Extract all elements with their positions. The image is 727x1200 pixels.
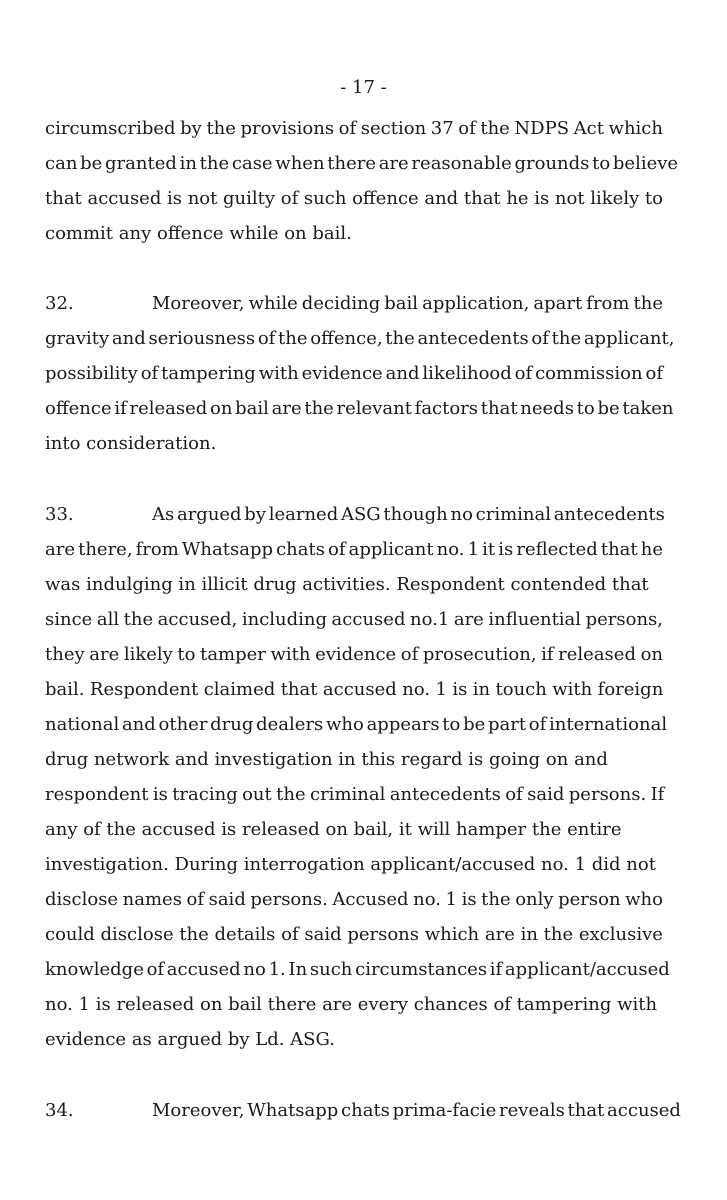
page-number: - 17 - <box>340 77 387 98</box>
paragraph-first-row <box>45 497 663 532</box>
paragraph-33 <box>45 497 670 1057</box>
text-line: since all the accused, including accused no.1 are influential persons, <box>45 609 663 630</box>
text-line: evidence as argued by Ld. ASG. <box>45 1029 335 1050</box>
text-line: was indulging in illicit drug activities. Respondent contended that <box>45 574 649 595</box>
text-line: disclose names of said persons. Accused no. 1 is the only person who <box>45 889 663 910</box>
text-line: can be granted in the case when there are reasonable grounds to believe <box>45 153 679 174</box>
text-line: national and other drug dealers who appears to be part of international <box>45 714 668 735</box>
text-line: bail. Respondent claimed that accused no. 1 is in touch with foreign <box>45 679 664 700</box>
text-line: they are likely to tamper with evidence of prosecution, if released on <box>45 644 663 665</box>
text-line: into consideration. <box>45 433 217 454</box>
text-line: investigation. During interrogation applicant/accused no. 1 did not <box>45 854 656 875</box>
paragraph-34 <box>45 1093 681 1128</box>
text-line: no. 1 is released on bail there are every chances of tampering with <box>45 994 658 1015</box>
text-line: possibility of tampering with evidence and likelihood of commission of <box>45 363 663 384</box>
paragraph-number: 34. <box>45 1100 74 1121</box>
text-line: commit any offence while on bail. <box>45 223 352 244</box>
paragraph-first-row <box>45 1093 681 1128</box>
text-line: circumscribed by the provisions of section 37 of the NDPS Act which <box>45 118 663 139</box>
text-line: knowledge of accused no 1. In such circumstances if applicant/accused <box>45 959 670 980</box>
text-line: are there, from Whatsapp chats of applicant no. 1 it is reflected that he <box>45 539 663 560</box>
text-line: could disclose the details of said persons which are in the exclusive <box>45 924 663 945</box>
text-line: respondent is tracing out the criminal antecedents of said persons. If <box>45 784 665 805</box>
text-line: drug network and investigation in this regard is going on and <box>45 749 608 770</box>
paragraph-number: 33. <box>45 504 74 525</box>
paragraph-first-row <box>45 286 663 321</box>
text-line: As argued by learned ASG though no criminal antecedents <box>152 504 665 525</box>
paragraph-32 <box>45 286 675 461</box>
text-line: any of the accused is released on bail, it will hamper the entire <box>45 819 622 840</box>
text-line: that accused is not guilty of such offence and that he is not likely to <box>45 188 663 209</box>
text-line: gravity and seriousness of the offence, the antecedents of the applicant, <box>45 328 675 349</box>
text-line: offence if released on bail are the relevant factors that needs to be taken <box>45 398 674 419</box>
continuation-paragraph <box>45 111 679 251</box>
paragraph-number: 32. <box>45 293 74 314</box>
text-line: Moreover, Whatsapp chats prima-facie reveals that accused <box>152 1100 681 1121</box>
text-line: Moreover, while deciding bail application, apart from the <box>152 293 663 314</box>
